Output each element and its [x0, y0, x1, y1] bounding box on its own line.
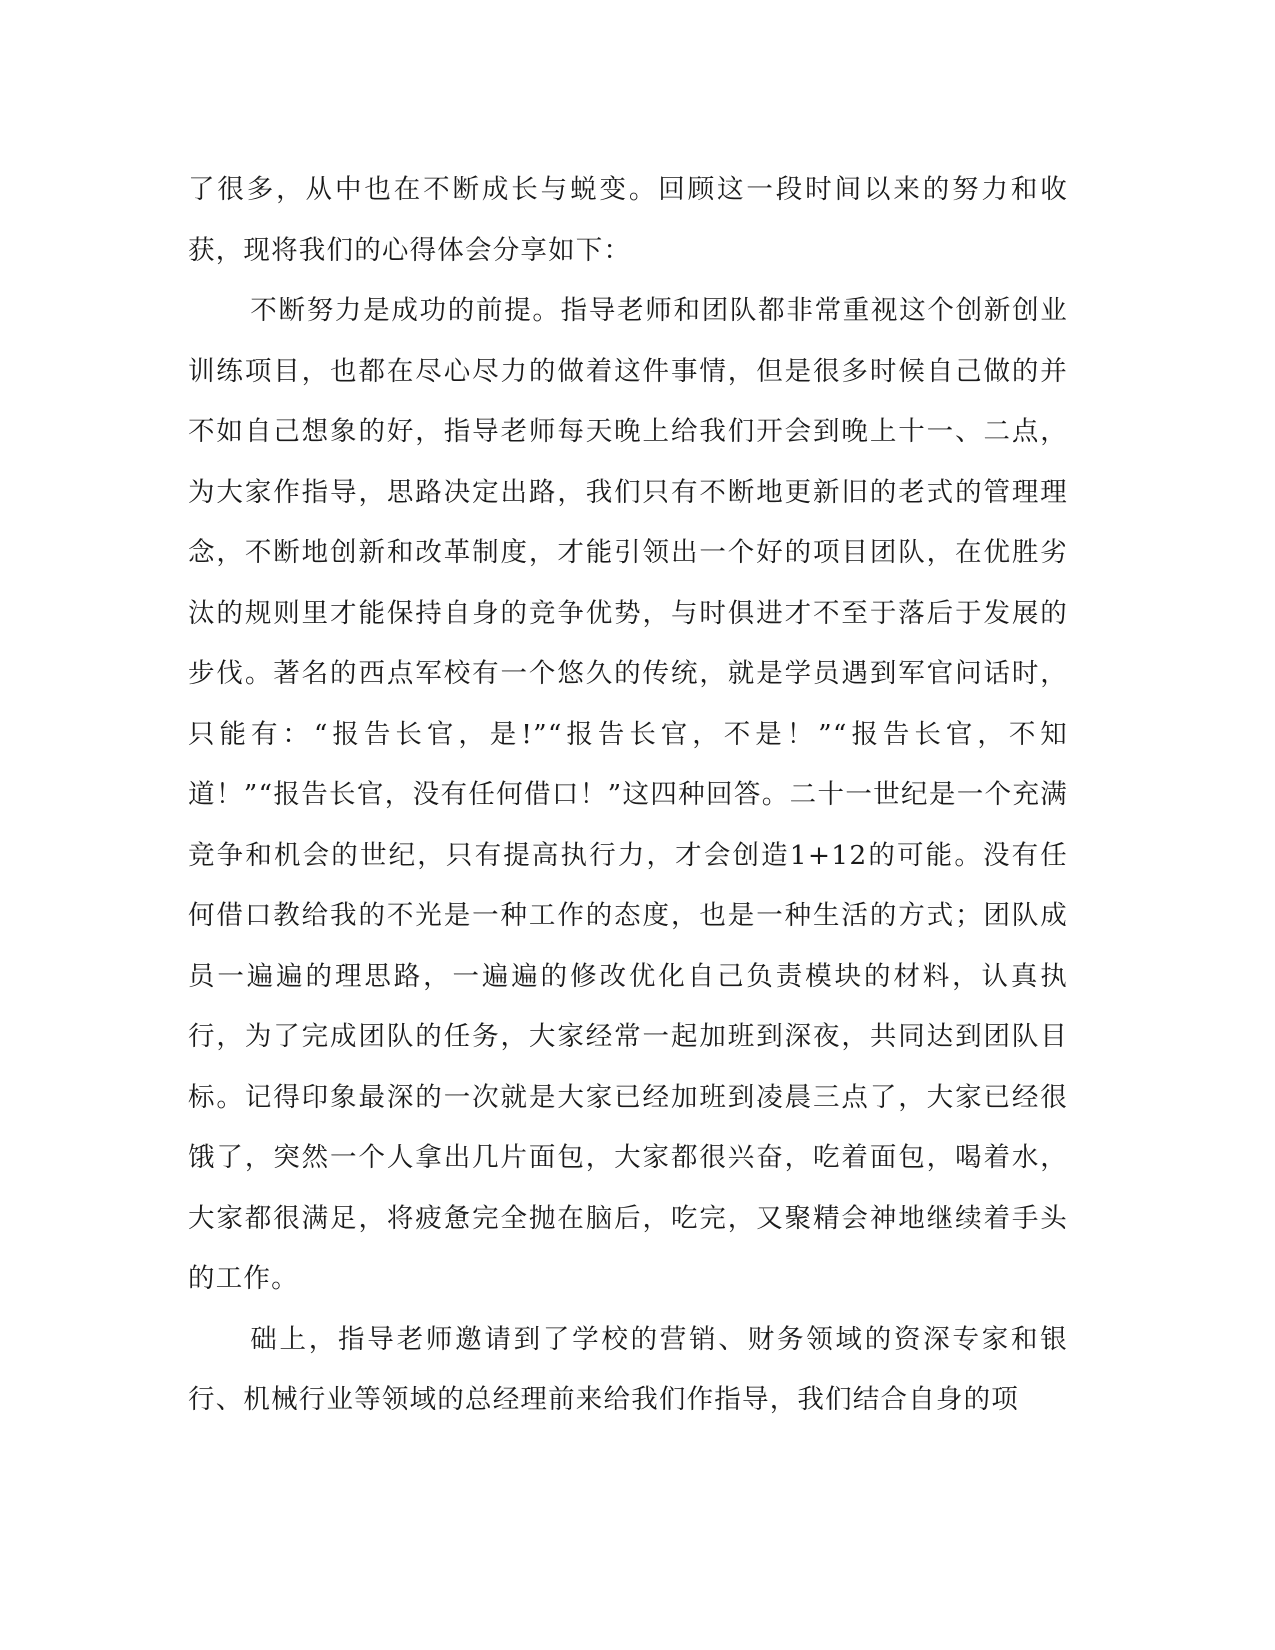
paragraph-intro-continued: 了很多，从中也在不断成长与蜕变。回顾这一段时间以来的努力和收获，现将我们的心得体会分享如下： [188, 174, 1068, 266]
document-body [188, 160, 1068, 1431]
paragraph-effort-is-prerequisite: 不断努力是成功的前提。指导老师和团队都非常重视这个创新创业训练项目，也都在尽心尽力的做着这件事情，但是很多时候自己做的并不如自己想象的好，指导老师每天晚上给我们开会到晚上十一、二点，为大家作指导，思路决定出路，我们只有不断地更新旧的老式的管理理念，不断地创新和改革制度，才能引领出一个好的项目团队，在优胜劣汰的规则里才能保持自身的竞争优势，与时俱进才不至于落后于发展的步伐。著名的西点军校有一个悠久的传统，就是学员遇到军官问话时，只能有：“报告长官，是!”“报告长官，不是！”“报告长官，不知道！”“报告长官，没有任何借口！”这四种回答。二十一世纪是一个充满竞争和机会的世纪，只有提高执行力，才会创造1+12的可能。没有任何借口教给我的不光是一种工作的态度，也是一种生活的方式；团队成员一遍遍的理思路，一遍遍的修改优化自己负责模块的材料，认真执行，为了完成团队的任务，大家经常一起加班到深夜，共同达到团队目标。记得印象最深的一次就是大家已经加班到凌晨三点了，大家已经很饿了，突然一个人拿出几片面包，大家都很兴奋，吃着面包，喝着水，大家都很满足，将疲惫完全抛在脑后，吃完，又聚精会神地继续着手头的工作。 [188, 295, 1068, 1294]
paragraph-expert-guidance: 础上，指导老师邀请到了学校的营销、财务领域的资深专家和银行、机械行业等领域的总经理前来给我们作指导，我们结合自身的项 [188, 1323, 1068, 1415]
